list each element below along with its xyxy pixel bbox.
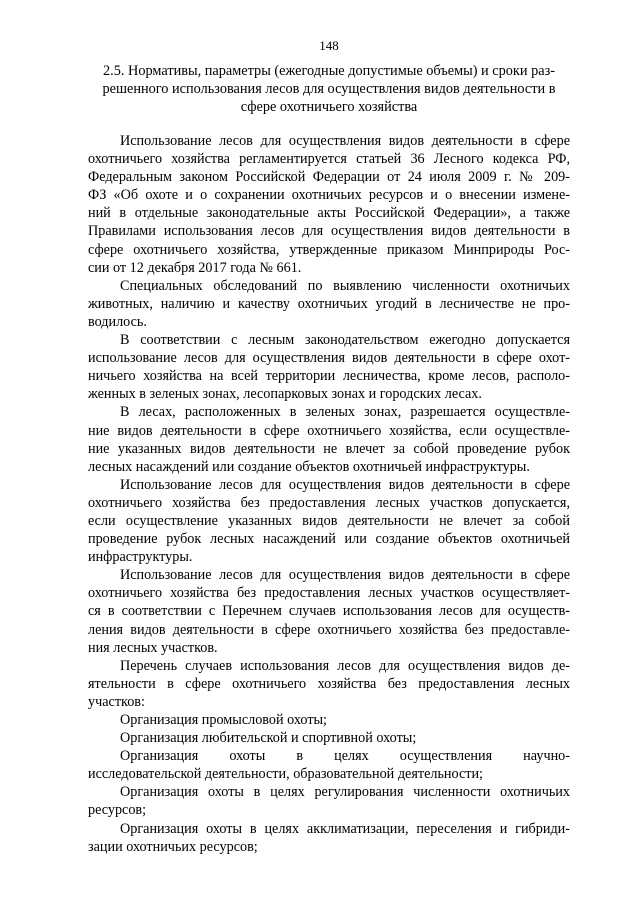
paragraph-line: сии от 12 декабря 2017 года № 661. — [88, 259, 302, 276]
paragraph-line: исследовательской деятельности, образовательной деятельности; — [88, 766, 483, 783]
paragraph-line: проведение рубок лесных насаждений или создание объектов охотничьей — [88, 531, 570, 548]
page-number: 148 — [319, 38, 339, 53]
section-heading-line: решенного использования лесов для осуществления видов деятельности в — [102, 81, 556, 98]
paragraph-line: использование лесов для осуществления видов деятельности в сфере охот- — [88, 350, 570, 367]
paragraph — [88, 132, 570, 277]
paragraph-line: охотничьего хозяйства без предоставления лесных участков допускается, — [88, 494, 570, 511]
paragraph-line: инфраструктуры. — [88, 549, 193, 566]
paragraph — [88, 820, 570, 856]
paragraph-line: ления видов деятельности в сфере охотничьего хозяйства без предоставле- — [88, 621, 570, 638]
paragraph-line: ресурсов; — [88, 802, 147, 819]
paragraph — [88, 729, 570, 747]
paragraph — [88, 403, 570, 475]
paragraph-line: Организация охоты в целях регулирования численности охотничьих — [120, 784, 570, 801]
document-body — [88, 132, 570, 856]
paragraph-line: В соответствии с лесным законодательством ежегодно допускается — [120, 332, 570, 349]
paragraph-line: зации охотничьих ресурсов; — [88, 838, 258, 855]
paragraph-line: сфере охотничьего хозяйства, утвержденные приказом Минприроды Рос- — [88, 241, 570, 258]
paragraph — [88, 277, 570, 331]
paragraph-line: ФЗ «Об охоте и о сохранении охотничьих ресурсов и о внесении измене- — [88, 187, 570, 204]
paragraph-line: женных в зеленых зонах, лесопарковых зонах и городских лесах. — [88, 386, 482, 403]
paragraph-line: ся в соответствии с Перечнем случаев использования лесов для осуществ- — [88, 603, 570, 620]
paragraph-line: В лесах, расположенных в зеленых зонах, разрешается осуществле- — [120, 404, 570, 421]
paragraph-line: ятельности в сфере охотничьего хозяйства без предоставления лесных — [88, 675, 570, 692]
paragraph-line: Использование лесов для осуществления видов деятельности в сфере — [120, 133, 570, 149]
section-heading-line: сфере охотничьего хозяйства — [240, 99, 418, 116]
paragraph-line: животных, наличию и качеству охотничьих угодий в лесничестве не про- — [88, 295, 570, 312]
paragraph-line: Организация охоты в целях акклиматизации, переселения и гибриди- — [120, 820, 570, 837]
section-heading — [88, 62, 570, 117]
paragraph-line: лесных насаждений или создание объектов охотничьей инфраструктуры. — [88, 458, 530, 475]
paragraph — [88, 747, 570, 783]
paragraph — [88, 657, 570, 711]
paragraph-line: Федеральным законом Российской Федерации от 24 июля 2009 г. № 209- — [88, 169, 570, 186]
paragraph — [88, 331, 570, 403]
paragraph-line: Организация промысловой охоты; — [120, 712, 327, 728]
paragraph-line: участков: — [88, 693, 145, 710]
paragraph-line: Использование лесов для осуществления видов деятельности в сфере — [120, 476, 570, 493]
paragraph-line: Специальных обследований по выявлению численности охотничьих — [120, 277, 570, 294]
paragraph-line: ние видов деятельности в сфере охотничьего хозяйства, если осуществле- — [88, 422, 570, 439]
paragraph-line: Перечень случаев использования лесов для осуществления видов де- — [120, 657, 570, 674]
paragraph-line: ний в отдельные законодательные акты Российской Федерации», а также — [88, 205, 570, 222]
section-heading-line: 2.5. Нормативы, параметры (ежегодные допустимые объемы) и сроки раз- — [103, 63, 555, 79]
paragraph-line: если осуществление указанных видов деятельности не влечет за собой — [88, 512, 570, 529]
paragraph-line: водилось. — [88, 313, 147, 330]
paragraph — [88, 566, 570, 656]
paragraph-line: охотничьего хозяйства регламентируется статьей 36 Лесного кодекса РФ, — [88, 151, 570, 168]
paragraph-line: ния лесных участков. — [88, 639, 218, 656]
paragraph-line: ние указанных видов деятельности не влечет за собой проведение рубок — [88, 440, 570, 457]
paragraph-line: Организация любительской и спортивной охоты; — [120, 730, 417, 747]
paragraph-line: Правилами использования лесов для осуществления видов деятельности в — [88, 223, 570, 240]
paragraph-line: ничьего хозяйства на всей территории лесничества, кроме лесов, располо- — [88, 368, 570, 385]
paragraph-line: Организация охоты в целях осуществления научно- — [120, 748, 570, 765]
paragraph — [88, 476, 570, 566]
paragraph-line: Использование лесов для осуществления видов деятельности в сфере — [120, 567, 570, 584]
paragraph — [88, 711, 570, 729]
paragraph-line: охотничьего хозяйства без предоставления лесных участков осуществляет- — [88, 585, 570, 602]
paragraph — [88, 783, 570, 819]
